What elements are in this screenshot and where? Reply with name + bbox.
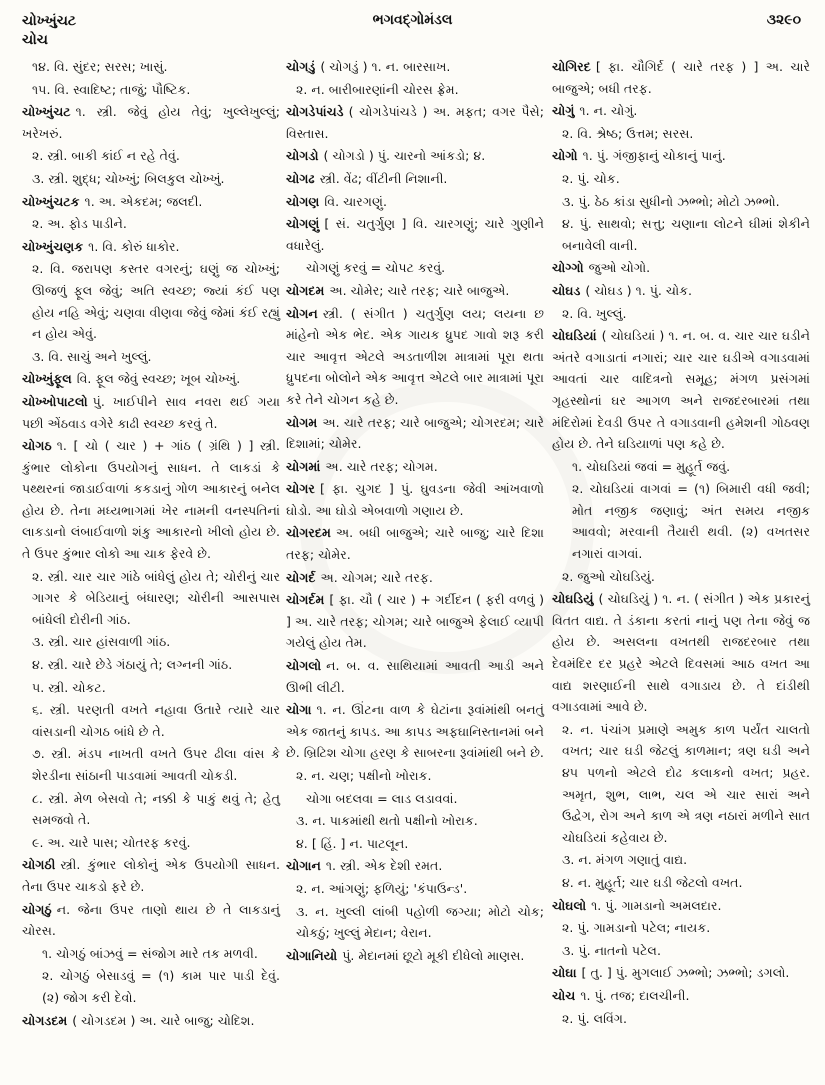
definition-text: ૪. પું. સાથવો; સત્તુ; ચણાના લોટને ઘીમાં શેકીને બનાવેલી વાની. <box>562 216 810 253</box>
definition-text: ૧. સ્ત્રી. એક દેશી રમત. <box>325 858 443 874</box>
dictionary-entry <box>552 895 810 917</box>
headword: ચોગડું <box>286 59 316 74</box>
column-3 <box>552 56 810 1030</box>
headword: ચોગડદમ <box>22 1012 68 1028</box>
dictionary-entry <box>552 56 810 99</box>
headword: ચોખ્ખોપાટલો <box>22 393 88 409</box>
definition-text: અ. ચોમેર; ચારે તરફ; ચારે બાજુએ. <box>329 282 510 298</box>
definition-text: ૯. અ. ચારે પાસ; ચોતરફ કરવું. <box>32 834 191 850</box>
page-header <box>0 10 825 50</box>
definition-text: ૨. અ. ફોડ પાડીને. <box>32 216 127 232</box>
headword: ચોઘડિયું <box>552 591 594 607</box>
headword: ચોગ્ગો <box>552 260 584 276</box>
dictionary-entry <box>286 522 544 565</box>
entry-sense <box>22 677 280 699</box>
entry-sense <box>552 191 810 213</box>
headword: ચોચ <box>552 987 576 1003</box>
definition-text: ૪. [ હિં. ] ન. પાટલૂન. <box>296 835 409 851</box>
definition-text: [ ફા. ચૌ ( ચાર ) + ગર્દીદન ( ફરી વળવું ) ] અ. ચારે તરફ; ચોગમ; ચારે બાજુએ ફેલાઈ વ્યાપી ગયેલું હોય તેમ. <box>286 592 544 651</box>
definition-text: ૧. પું. ગંજીફાનું ચોકાનું પાનું. <box>582 148 726 164</box>
definition-text: ૩. સ્ત્રી. શુદ્ધ; ચોખ્ખું; બિલકુલ ચોખ્ખું. <box>32 170 225 186</box>
dictionary-entry <box>552 985 810 1007</box>
entry-sense <box>22 566 280 631</box>
definition-text: અ. ચારે તરફ; ચારે બાજુએ; ચોગરદમ; ચારે દિશામાં; ચોમેર. <box>286 414 544 452</box>
headword: ચોખ્ખુંફૂલ <box>22 371 72 387</box>
column-2 <box>286 56 544 967</box>
entry-sense <box>286 79 544 101</box>
headword: ચોગડો <box>286 148 319 164</box>
entry-sense <box>22 631 280 653</box>
dictionary-entry <box>286 213 544 256</box>
definition-text: જુઓ ચોગો. <box>588 260 651 276</box>
dictionary-entry <box>286 168 544 190</box>
dictionary-entry <box>286 280 544 302</box>
entry-sense <box>22 213 280 235</box>
headword: ચોગણું <box>286 216 320 232</box>
headword: ચોગર્દ <box>286 569 316 585</box>
headword: ચોગું <box>552 103 575 119</box>
definition-text: અ. ચોગમ; ચારે તરફ. <box>320 569 433 585</box>
definition-text: સ્ત્રી. કુંભાર લોકોનું એક ઉપયોગી સાધન. તેના ઉપર ચાકડો ફરે છે. <box>22 857 280 894</box>
headword: ચોગિરદ <box>552 59 591 74</box>
headword: ચોખ્ખુંચટ <box>22 104 71 120</box>
definition-text: ૧. પું. ગામડાનો અમલદાર. <box>591 897 722 913</box>
entry-sense <box>286 833 544 855</box>
definition-text: ( ચોઘડિયાં ) ૧. ન. બ. વ. ચાર ચાર ઘડીને અંતરે વગાડાતાં નગારાં; ચાર ચાર ઘડીએ વગાડવામાં આવતાં ચાર વાદિત્રનો સમૂહ; મંગળ પ્રસંગમાં ગૃહસ્થોનાં ઘર આગળ અને રાજદરબારમાં તથા મંદિરોમાં દેવડી ઉપર તે વગાડવાની હમેશની ગોઠવણ હોય છે. તેને ઘડિયાળાં પણ કહે છે. <box>552 328 810 452</box>
definition-text: [ તુ. ] પું. મુગલાઈ ઝભ્ભો; ઝભ્ભો; ડગલો. <box>581 965 790 981</box>
dictionary-entry <box>286 56 544 78</box>
headword: ચોગરદમ <box>286 525 331 541</box>
definition-text: ૨. પું. ચોક. <box>562 170 620 186</box>
headword: ચોગાન <box>286 858 321 874</box>
entry-sense <box>22 168 280 190</box>
entry-sense <box>552 719 810 849</box>
dictionary-entry <box>286 456 544 478</box>
entry-sense <box>286 765 544 787</box>
entry-sense <box>552 917 810 939</box>
entry-sense <box>22 832 280 854</box>
headword: ચોઘડ <box>552 282 581 298</box>
dictionary-entry <box>552 280 810 302</box>
definition-text: ૬. સ્ત્રી. પરણતી વખતે નહાવા ઉતારે ત્યારે ચાર વાંસડાની ચોગઠ બાંધે છે તે. <box>32 702 280 739</box>
dictionary-entry <box>286 699 544 764</box>
headword: ચોગમાં <box>286 458 321 474</box>
entry-sense <box>22 79 280 101</box>
page-number: ૩૨૯૦ <box>766 12 801 28</box>
guide-word-first: ચોખ્ખુંચટ <box>22 13 77 29</box>
definition-text: ૩. ન. ખુલ્લી લાંબી પહોળી જગ્યા; મોટો ચોક; ચોકઠું; ખુલ્લું મેદાન; વેરાન. <box>296 903 544 941</box>
dictionary-entry <box>22 101 280 144</box>
definition-text: ( ચોઘડ ) ૧. પું. ચોક. <box>585 282 693 298</box>
dictionary-entry <box>286 303 544 411</box>
definition-text: ૪. ન. મુહૂર્ત; ચાર ઘડી જેટલો વખત. <box>562 874 743 890</box>
entry-sense <box>552 478 810 564</box>
entry-sense <box>22 654 280 676</box>
definition-text: ( ચોઘડિયું ) ૧. ન. ( સંગીત ) એક પ્રકારનું વિતત વાદ્ય. તે ડંકાના કરતાં નાનું પણ તેના જેવું જ હોય છે. અસલના વખતથી રાજદરબાર તથા દેવમંદિર દર પ્રહરે એટલે દિવસમાં આઠ વખત આ વાદ્ય શરણાઈની સાથે વગાડાય છે. તે દાંડીથી વગાડવામાં આવે છે. <box>552 591 810 715</box>
definition-text: ૨. ચોઘડિયાં વાગવાં = (૧) બિમારી વધી જવી; મોત નજીક જણાવું; અંત સમય નજીક આવવો; મરવાની તૈયારી થવી. (૨) વખતસર નગારાં વાગવાં. <box>572 481 810 562</box>
definition-text: વિ. ચારગણું. <box>324 193 387 209</box>
definition-text: ૧. વિ. કોરું ધાકોર. <box>88 238 180 254</box>
entry-sense <box>22 145 280 167</box>
definition-text: [ ફા. ચૌગિર્દ ( ચારે તરફ ) ] અ. ચારે બાજુએ; બધી તરફ. <box>552 59 810 96</box>
dictionary-entry <box>286 855 544 877</box>
definition-text: ( ચોગડેપાંચડે ) અ. મફત; વગર પૈસે; વિસ્તાસ. <box>286 104 544 141</box>
dictionary-entry <box>286 655 544 698</box>
definition-text: ૧. [ ચો ( ચાર ) + ગાંઠ ( ગ્રંથિ ) ] સ્ત્રી. કુંભાર લોકોના ઉપયોગનું સાધન. તે લાકડાં કે પથ્થરનાં જાડાઈવાળાં કકડાનું ગોળ આકારનું બનેલ હોય છે. તેના મધ્યભાગમાં ખેર નામની વનસ્પતિનાં લાકડાનો લંબાઈવાળો શંકુ આકારનો ખીલો હોય છે. તે ઉપર કુંભાર લોકો આ ચાક ફેરવે છે. <box>22 438 280 562</box>
headword: ચોખ્ખુંચટક <box>22 193 80 209</box>
definition-text: સ્ત્રી. ( સંગીત ) ચતુર્ગુણ લય; લયના છ માંહેનો એક ભેદ. એક ગાયક ધ્રુપદ ગાવો શરૂ કરી ચાર આવૃત્ત એટલે અડતાળીશ માત્રામાં પૂરા થતા ધ્રુપદના બોલોને એક આવૃત્ત એટલે બાર માત્રામાં પૂરા કરે તેને ચોગન કહે છે. <box>286 305 544 407</box>
entry-sense <box>286 788 544 810</box>
headword: ચોગાનિયો <box>286 947 338 963</box>
definition-text: ૨. વિ. શ્રેષ્ઠ; ઉત્તમ; સરસ. <box>562 125 694 141</box>
definition-text: વિ. ફૂલ જેવું સ્વચ્છ; ખૂબ ચોખ્ખું. <box>76 371 241 387</box>
definition-text: ૩. ન. મંગળ ગણાતું વાદ્ય. <box>562 852 688 868</box>
definition-text: ૨. ન. ચણ; પક્ષીનો ખોરાક. <box>296 768 432 783</box>
headword: ચોઘા <box>552 965 577 981</box>
dictionary-entry <box>22 1010 280 1032</box>
headword: ચોગદમ <box>286 282 325 298</box>
definition-text: ૧. ચોગઠું બાંઝવું = સંજોગ મારે તક મળવી. <box>42 945 258 961</box>
headword: ચોગઠી <box>22 857 56 873</box>
definition-text: અ. ચારે તરફ; ચોગમ. <box>325 458 438 474</box>
dictionary-entry <box>552 962 810 984</box>
headword: ચોગર્દમ <box>286 592 325 608</box>
dictionary-entry <box>286 145 544 167</box>
headword: ચોગન <box>286 305 318 321</box>
definition-text: ન. જેના ઉપર તાણો થાય છે તે લાકડાનું ચોરસ. <box>22 901 280 939</box>
definition-text: ૩. વિ. સાચું અને ખુલ્લું. <box>32 348 152 364</box>
dictionary-columns <box>12 56 812 1076</box>
headword: ચોગડેપાંચડે <box>286 104 344 120</box>
column-1 <box>22 56 280 1032</box>
definition-text: સ્ત્રી. વેંઢ; વીંટીની નિશાની. <box>319 170 448 186</box>
dictionary-entry <box>286 567 544 589</box>
entry-sense <box>552 849 810 871</box>
definition-text: ૨. વિ. ખુલ્લું. <box>562 305 627 321</box>
headword: ચોગઢ <box>286 170 315 186</box>
entry-sense <box>552 168 810 190</box>
definition-text: [ ફા. ચુગદ ] પું. ઘુવડના જેવી આંખવાળો ઘોડો. આ ઘોડો એબવાળો ગણાય છે. <box>286 481 544 518</box>
definition-text: પું. મેદાનમાં છૂટો મૂકી દીધેલો માણસ. <box>342 947 525 963</box>
entry-sense <box>22 258 280 344</box>
dictionary-entry <box>22 391 280 434</box>
entry-sense <box>286 810 544 832</box>
definition-text: અ. બધી બાજુએ; ચારે બાજુ; ચારે દિશા તરફ; ચોમેર. <box>286 525 544 563</box>
dictionary-entry <box>22 368 280 390</box>
headword: ચોગમ <box>286 414 318 430</box>
definition-text: ૨. ચોગઠું બેસાડવું = (૧) કામ પાર પાડી દેવું. (૨) જોગ કરી દેવો. <box>42 968 280 1005</box>
entry-sense <box>22 965 280 1008</box>
definition-text: ૨. વિ. જરાપણ કસ્તર વગરનું; ઘણું જ ચોખ્ખું; ઊજળું ફૂલ જેવું; અતિ સ્વચ્છ; જ્યાં કંઈ પણ હોય નહિ એવું; ચણવા વીણવા જેવું જેમાં કંઈ રહ્યું ન હોય એવું. <box>32 261 280 342</box>
dictionary-entry <box>286 412 544 455</box>
entry-sense <box>22 943 280 965</box>
definition-text: ( ચોગડો ) પું. ચારનો આંકડો; ૪. <box>323 148 486 164</box>
definition-text: ૧૪. વિ. સુંદર; સરસ; ખાસું. <box>32 59 168 74</box>
definition-text: ( ચોગડદમ ) અ. ચારે બાજુ; ચોદિશ. <box>72 1012 255 1028</box>
definition-text: ૨. ન. બારીબારણાંની ચોરસ ફ્રેમ. <box>296 81 459 97</box>
dictionary-entry <box>286 191 544 213</box>
dictionary-entry <box>22 899 280 942</box>
entry-sense <box>552 566 810 588</box>
book-title: ભગવદ્ગોમંડલ <box>372 12 453 28</box>
dictionary-entry <box>22 236 280 258</box>
headword: ચોગઠ <box>22 438 52 454</box>
dictionary-entry <box>552 325 810 455</box>
definition-text: ૧૫. વિ. સ્વાદિષ્ટ; તાજું; પૌષ્ટિક. <box>32 81 191 97</box>
definition-text: ૨. સ્ત્રી. બાકી કાંઈ ન રહે તેવું. <box>32 148 180 164</box>
entry-sense <box>552 303 810 325</box>
dictionary-entry <box>22 435 280 565</box>
dictionary-entry <box>552 145 810 167</box>
headword: ચોખ્ખુંચણક <box>22 238 84 254</box>
entry-sense <box>552 213 810 256</box>
definition-text: ૧. ચોઘડિયાં જવાં = મુહૂર્ત જવું. <box>572 458 731 474</box>
entry-sense <box>22 56 280 78</box>
entry-sense <box>286 257 544 279</box>
entry-sense <box>552 1008 810 1030</box>
definition-text: ૨. જુઓ ચોઘડિયું. <box>562 568 655 584</box>
definition-text: ૨. પું. ગામડાનો પટેલ; નાયક. <box>562 920 711 936</box>
definition-text: ૧. ન. ચોગું. <box>579 103 638 119</box>
definition-text: ૩. ન. પાકમાંથી થતો પક્ષીનો ખોરાક. <box>296 813 478 829</box>
definition-text: ૩. પું. ઠેઠ કાંડા સુધીનો ઝભ્ભો; મોટો ઝભ્ભો. <box>562 193 780 209</box>
definition-text: ૨. પું. લવિંગ. <box>562 1010 627 1026</box>
entry-sense <box>552 940 810 962</box>
entry-sense <box>22 346 280 368</box>
definition-text: ન. બ. વ. સાથિયામાં આવતી આડી અને ઊભી લીટી. <box>286 658 544 695</box>
definition-text: ૪. સ્ત્રી. ચારે છેડે ગંઠાયું તે; લગ્નની ગાંઠ. <box>32 657 233 673</box>
definition-text: પું. ખાઈપીને સાવ નવરા થઈ ગયા પછી એંઠવાડ વગેરે કાઢી સ્વચ્છ કરવું તે. <box>22 393 280 431</box>
dictionary-entry <box>286 101 544 144</box>
definition-text: ૨. સ્ત્રી. ચાર ચાર ગાંઠે બાંધેલું હોય તે; ચોરીનું ચાર ગાગર કે બેડિયાનું બંધારણ; ચોરીની આસપાસ બાંધેલી દોરીની ગાંઠ. <box>32 568 280 627</box>
dictionary-entry <box>22 191 280 213</box>
definition-text: ૧. સ્ત્રી. જેવું હોય તેવું; ખુલ્લેખુલ્લું; ખરેખરું. <box>22 104 280 141</box>
dictionary-entry <box>552 257 810 279</box>
definition-text: ૧. અ. એકદમ; જલદી. <box>84 193 203 209</box>
dictionary-entry <box>552 100 810 122</box>
definition-text: ૨. ન. આંગણું; ફળિયું; 'કંપાઉન્ડ'. <box>296 880 468 896</box>
headword: ચોગણ <box>286 193 320 209</box>
dictionary-entry <box>286 945 544 967</box>
definition-text: ૭. સ્ત્રી. મંડપ નાખતી વખતે ઉપર ઢીલા વાંસ કે શેરડીના સાંઠાની પાડવામાં આવતી ચોકડી. <box>32 746 280 783</box>
entry-sense <box>552 456 810 478</box>
headword: ચોગો <box>552 148 578 164</box>
definition-text: ૩. સ્ત્રી. ચાર હાંસવાળી ગાંઠ. <box>32 634 171 650</box>
definition-text: ૧. ન. ઊંટના વાળ કે ઘેટાંના રૂવાંમાંથી બનતું એક જાતનું કાપડ. આ કાપડ અફઘાનિસ્તાનમાં બને છે. બ્રિટિશ ચોગા હરણ કે સાબરના રૂવાંમાંથી બને છે. <box>286 702 544 761</box>
definition-text: ૮. સ્ત્રી. મેળ બેસવો તે; નક્કી કે પાકું થવું તે; હેતુ સમજવો તે. <box>32 790 280 828</box>
definition-text: ૧. પું. તજ; દાલચીની. <box>580 987 690 1003</box>
headword: ચોગર <box>286 481 315 497</box>
entry-sense <box>22 699 280 742</box>
definition-text: ૨. ન. પંચાંગ પ્રમાણે અમુક કાળ પર્યંત ચાલતો વખત; ચાર ઘડી જેટલું કાળમાન; ત્રણ ઘડી અને ૪૫ પળનો એટલે દોઢ કલાકનો વખત; પ્રહર. અમૃત, શુભ, લાભ, ચલ એ ચાર સારાં અને ઉદ્વેગ, રોગ અને કાળ એ ત્રણ નઠારાં મળીને સાત ચોઘડિયાં કહેવાય છે. <box>562 721 810 845</box>
definition-text: ૩. પું. નાતનો પટેલ. <box>562 942 661 958</box>
entry-sense <box>22 788 280 831</box>
dictionary-entry <box>552 588 810 718</box>
headword: ચોગા <box>286 702 312 718</box>
headword: ચોગલો <box>286 658 322 674</box>
definition-text: ચોગણું કરવું = ચોપટ કરવું. <box>306 260 446 276</box>
entry-sense <box>286 901 544 944</box>
headword: ચોઘલો <box>552 897 587 913</box>
definition-text: ( ચોગડું ) ૧. ન. બારસાખ. <box>320 59 451 74</box>
guide-word-last: ચોચ <box>22 32 48 48</box>
dictionary-entry <box>286 478 544 521</box>
headword: ચોઘડિયાં <box>552 328 597 344</box>
entry-sense <box>22 743 280 786</box>
dictionary-entry <box>22 854 280 897</box>
entry-sense <box>552 872 810 894</box>
headword: ચોગઠું <box>22 901 52 917</box>
entry-sense <box>552 123 810 145</box>
definition-text: ચોગા બદલવા = લાડ લડાવવાં. <box>306 790 458 806</box>
dictionary-entry <box>286 589 544 654</box>
definition-text: [ સં. ચતુર્ગુણ ] વિ. ચારગણું; ચારે ગુણીને વધારેલું. <box>286 216 544 253</box>
definition-text: ૫. સ્ત્રી. ચોકટ. <box>32 679 106 695</box>
entry-sense <box>286 878 544 900</box>
